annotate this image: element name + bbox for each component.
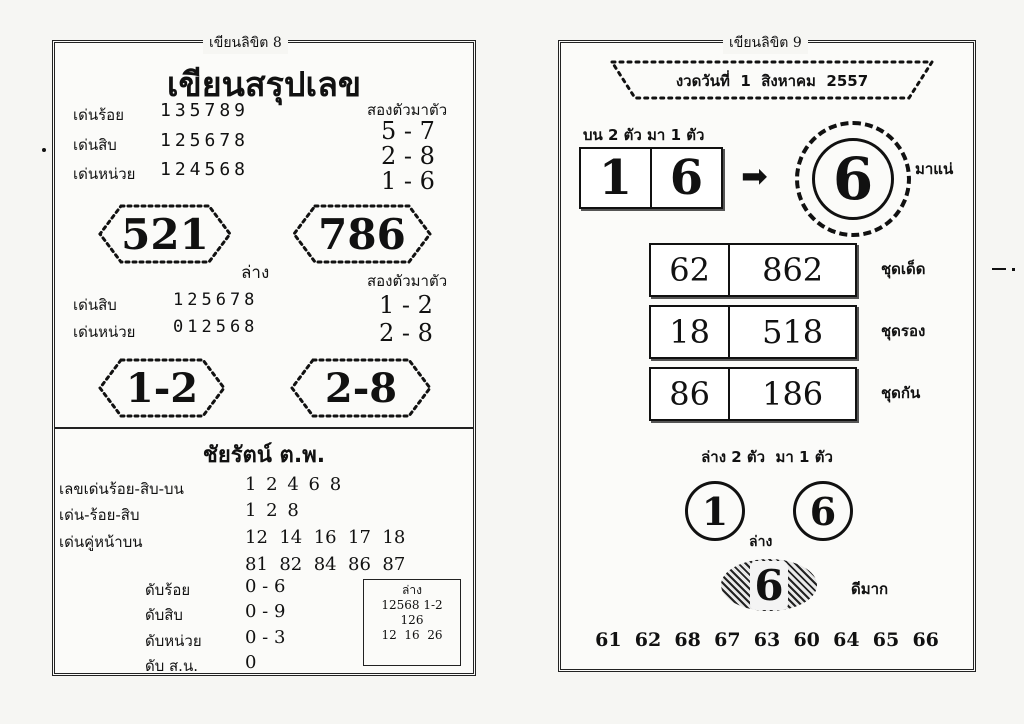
lower-row-label: เด่นหน่วย — [73, 323, 136, 341]
scan-mark — [1012, 268, 1015, 271]
lower-box-line: 12 16 26 — [381, 628, 443, 642]
featured-digit — [795, 121, 911, 237]
hex-number: 521 — [97, 203, 233, 265]
top-pair: 2 - 8 — [381, 142, 435, 170]
dub-value: 0 - 6 — [245, 576, 286, 597]
top-row-digits: 124568 — [160, 159, 250, 180]
lower-digit: 6 — [793, 481, 853, 541]
arrow-icon: ➡ — [741, 157, 768, 195]
date-banner — [609, 59, 935, 101]
lower-digit: 1 — [685, 481, 745, 541]
lower-heading: ล่าง 2 ตัว มา 1 ตัว — [701, 448, 833, 466]
top-row-label: เด่นร้อย — [73, 106, 124, 124]
number-set — [649, 305, 857, 359]
set-label: ชุดเด็ด — [881, 260, 926, 278]
scan-mark — [42, 148, 46, 152]
left-page-panel — [52, 35, 476, 676]
top-pairs-heading: สองตัวมาตัว — [367, 101, 448, 119]
top-row-digits: 135789 — [160, 100, 250, 121]
numbers-line: 61 62 68 67 63 60 64 65 66 — [595, 629, 939, 651]
lower-box-line: 126 — [400, 613, 424, 627]
lower-heading: ล่าง — [241, 263, 270, 283]
lower-box-heading: ล่าง — [402, 583, 422, 597]
date-text: งวดวันที่ 1 สิงหาคม 2557 — [675, 72, 869, 90]
section2-value: 1 2 8 — [245, 500, 301, 521]
top-digit: 6 — [669, 150, 704, 206]
top-digits-box — [579, 147, 723, 209]
dub-value: 0 — [245, 652, 257, 673]
section2-value: 12 14 16 17 18 — [245, 527, 406, 548]
lower-row-digits: 125678 — [173, 290, 259, 310]
lower-summary-box — [363, 579, 461, 666]
set-two: 62 — [651, 245, 730, 295]
set-three: 186 — [762, 375, 824, 413]
number-set — [649, 367, 857, 421]
lower-box-line: 12568 1-2 — [381, 598, 443, 612]
hex-number: 786 — [291, 203, 433, 265]
left-page-header: เขียนลิขิต 8 — [203, 32, 288, 54]
lower-label: ล่าง — [749, 534, 773, 550]
set-label: ชุดกัน — [881, 384, 921, 402]
dub-label: ดับสิบ — [145, 606, 183, 624]
left-page-title: เขียนสรุปเลข — [166, 65, 362, 105]
lower-row-digits: 012568 — [173, 317, 259, 337]
set-two: 86 — [651, 369, 730, 419]
dub-value: 0 - 9 — [245, 601, 286, 622]
hex-number: 1-2 — [97, 357, 227, 419]
section2-value: 1 2 4 6 8 — [245, 474, 344, 495]
section2-label: เด่นคู่หน้าบน — [59, 533, 143, 551]
top-row-label: เด่นหน่วย — [73, 165, 136, 183]
top-digit: 1 — [581, 149, 652, 207]
scan-mark — [992, 268, 1006, 270]
top-heading: บน 2 ตัว มา 1 ตัว — [583, 126, 705, 144]
top-pair: 1 - 6 — [381, 167, 435, 195]
featured-inner-circle: 6 — [812, 138, 894, 220]
top-pair: 5 - 7 — [381, 117, 435, 145]
right-page-panel — [558, 35, 976, 672]
right-page-header: เขียนลิขิต 9 — [723, 32, 808, 54]
number-set — [649, 243, 857, 297]
lower-row-label: เด่นสิบ — [73, 296, 117, 314]
lower-pairs-heading: สองตัวมาตัว — [367, 272, 448, 290]
dub-label: ดับหน่วย — [145, 632, 202, 650]
set-two: 18 — [651, 307, 730, 357]
top-row-label: เด่นสิบ — [73, 136, 117, 154]
lower-pair: 1 - 2 — [379, 291, 433, 319]
lower-featured-digit: 6 — [750, 561, 787, 610]
dub-value: 0 - 3 — [245, 627, 286, 648]
set-label: ชุดรอง — [881, 322, 926, 340]
top-row-digits: 125678 — [160, 130, 250, 151]
lower-featured-label: ดีมาก — [851, 580, 889, 598]
featured-label: มาแน่ — [915, 160, 954, 178]
section2-title: ชัยรัตน์ ต.พ. — [202, 443, 326, 468]
section2-value: 81 82 84 86 87 — [245, 554, 406, 575]
dub-label: ดับร้อย — [145, 581, 191, 599]
lower-pair: 2 - 8 — [379, 319, 433, 347]
hex-number: 2-8 — [289, 357, 433, 419]
dub-label: ดับ ส.น. — [145, 657, 198, 675]
section2-label: เด่น-ร้อย-สิบ — [59, 506, 140, 524]
set-three: 518 — [762, 313, 824, 351]
section2-label: เลขเด่นร้อย-สิบ-บน — [59, 480, 184, 498]
set-three: 862 — [762, 251, 824, 289]
section-divider — [55, 427, 473, 429]
lower-featured-ellipse — [721, 559, 817, 611]
